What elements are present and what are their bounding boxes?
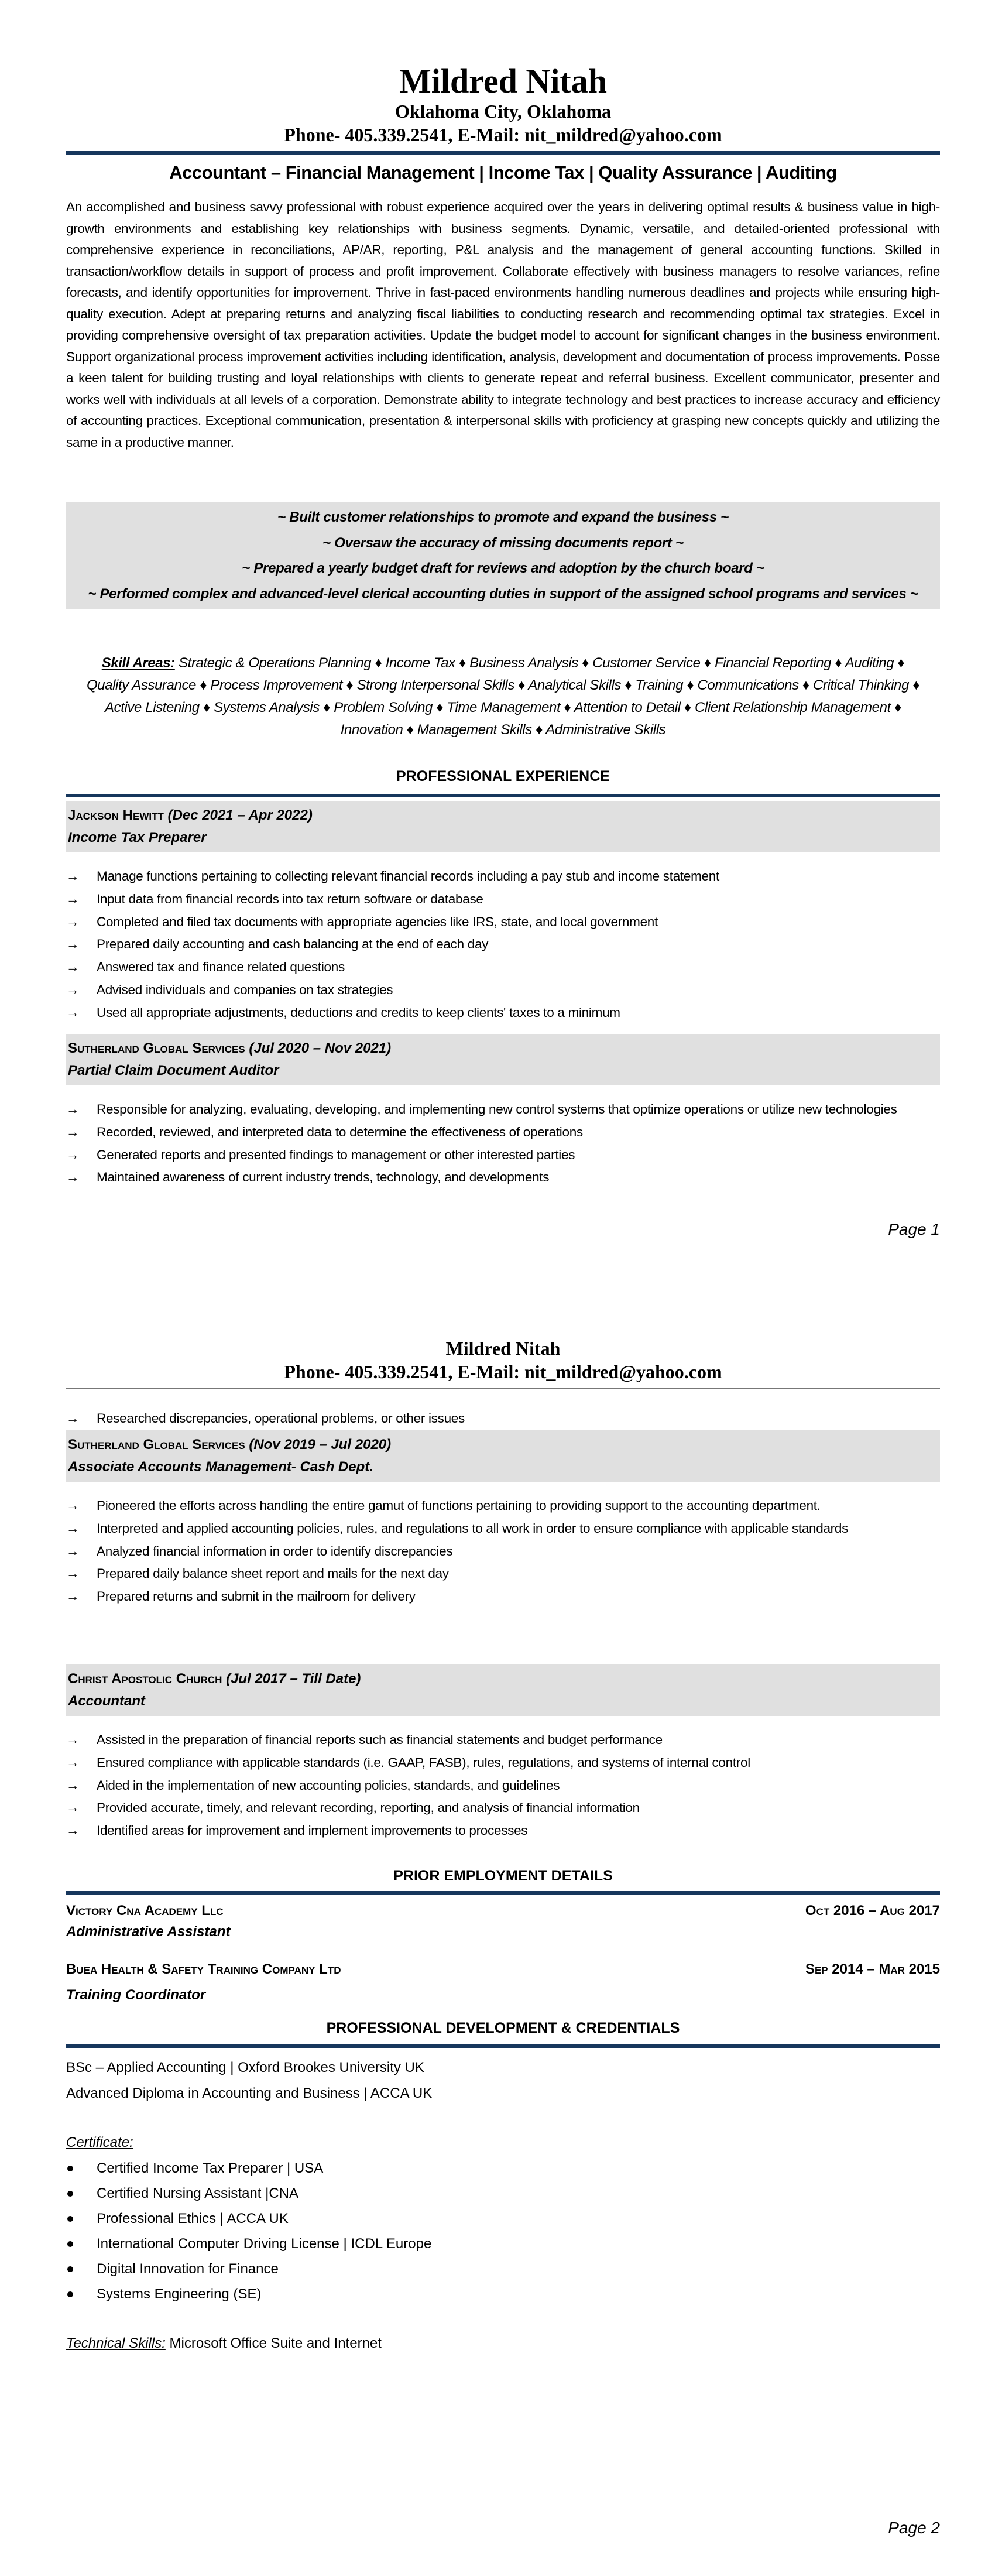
arrow-icon: → bbox=[66, 1543, 80, 1558]
list-item: → Recorded, reviewed, and interpreted data to determine the effectiveness of operations bbox=[66, 1121, 940, 1144]
list-item: → Prepared daily accounting and cash balancing at the end of each day bbox=[66, 933, 940, 956]
page-number: Page 1 bbox=[888, 1220, 940, 1238]
arrow-icon: → bbox=[66, 1170, 80, 1185]
section-heading-experience: PROFESSIONAL EXPERIENCE bbox=[396, 768, 610, 785]
job-title: Training Coordinator bbox=[66, 1987, 206, 2003]
arrow-icon: → bbox=[66, 1102, 80, 1116]
job-dates: (Jul 2017 – Till Date) bbox=[226, 1671, 361, 1687]
divider bbox=[66, 2044, 940, 2048]
degree: BSc – Applied Accounting | Oxford Brookes University UK bbox=[66, 2060, 424, 2075]
list-item: → Aided in the implementation of new accounting policies, standards, and guidelines bbox=[66, 1775, 940, 1797]
job-title: Accountant bbox=[68, 1693, 145, 1709]
achievement: ~ Prepared a yearly budget draft for reviews and adoption by the church board ~ bbox=[242, 560, 764, 576]
list-item: → Provided accurate, timely, and relevant recording, reporting, and analysis of financial information bbox=[66, 1797, 940, 1820]
arrow-icon: → bbox=[66, 1520, 80, 1536]
list-item: → Used all appropriate adjustments, deductions and credits to keep clients' taxes to a minimum bbox=[66, 1002, 940, 1025]
candidate-name: Mildred Nitah bbox=[399, 62, 607, 100]
company-name: Victory Cna Academy Llc bbox=[66, 1903, 224, 1919]
list-item: Systems Engineering (SE) bbox=[66, 2282, 940, 2307]
job-dates: (Jul 2020 – Nov 2021) bbox=[249, 1040, 392, 1056]
summary: An accomplished and business savvy professional with robust experience acquired over the years in delivering optimal results & business value in high-growth environments and establishing key relationships with business segments. Dynamic, versatile, and detailed-oriented professional with comprehensive experience in reconciliations, AP/AR, reporting, P&L analysis and the management of general accounting functions. Skilled in transaction/workflow details in support of process and profit improvement. Collaborate effectively with business managers to resolve variances, refine forecasts, and identify opportunities for improvement. Thrive in fast-paced environments handling numerous deadlines and projects while ensuring high-quality execution. Adept at preparing returns and analyzing fiscal liabilities to conducting research and recommending optimal tax strategies. Excel in providing comprehensive oversight of tax preparation activities. Update the budget model to account for significant changes in the business environment. Support organizational process improvement activities including identification, analysis, development and documentation of process improvements. Posse a keen talent for building trusting and loyal relationships with clients to generate repeat and referral business. Excellent communicator, presenter and works well with individuals at all levels of a corporation. Demonstrate ability to integrate technology and best practices to increase accuracy and efficiency of accounting practices. Exceptional communication, presentation & interpersonal skills with proficiency at grasping new concepts quickly and utilizing the same in a productive manner. bbox=[66, 200, 940, 450]
list-item: Certified Nursing Assistant |CNA bbox=[66, 2181, 940, 2206]
list-item: Professional Ethics | ACCA UK bbox=[66, 2206, 940, 2231]
list-item: → Pioneered the efforts across handling the entire gamut of functions pertaining to providing support to the accounting department. bbox=[66, 1495, 940, 1517]
arrow-icon: → bbox=[66, 960, 80, 975]
arrow-icon: → bbox=[66, 1566, 80, 1581]
arrow-icon: → bbox=[66, 1755, 80, 1770]
certificate-label: Certificate: bbox=[66, 2135, 133, 2150]
education bbox=[66, 2055, 940, 2106]
list-item: → Interpreted and applied accounting policies, rules, and regulations to all work in order to ensure compliance with applicable standards bbox=[66, 1517, 940, 1540]
prior-job bbox=[66, 1900, 940, 1943]
job-title: Partial Claim Document Auditor bbox=[68, 1063, 279, 1078]
skill-areas bbox=[66, 652, 940, 741]
arrow-icon: → bbox=[66, 1005, 80, 1020]
job-christ-apostolic-church bbox=[66, 1664, 940, 1842]
arrow-icon: → bbox=[66, 914, 80, 929]
arrow-icon: → bbox=[66, 1777, 80, 1793]
arrow-icon: → bbox=[66, 1147, 80, 1162]
candidate-name: Mildred Nitah bbox=[445, 1338, 561, 1359]
list-item: → Generated reports and presented findings to management or other interested parties bbox=[66, 1144, 940, 1167]
location: Oklahoma City, Oklahoma bbox=[395, 101, 611, 122]
list-item: → Ensured compliance with applicable standards (i.e. GAAP, FASB), rules, regulations, and systems of internal control bbox=[66, 1752, 940, 1775]
list-item: → Answered tax and finance related questions bbox=[66, 956, 940, 979]
job-title: Associate Accounts Management- Cash Dept. bbox=[68, 1459, 373, 1475]
page-number: Page 2 bbox=[888, 2519, 940, 2537]
job-sutherland-2019 bbox=[66, 1430, 940, 1608]
technical-skills-value: Microsoft Office Suite and Internet bbox=[165, 2335, 382, 2351]
job-dates: (Dec 2021 – Apr 2022) bbox=[167, 807, 313, 823]
arrow-icon: → bbox=[66, 1124, 80, 1139]
list-item: → Input data from financial records into tax return software or database bbox=[66, 888, 940, 911]
technical-skills bbox=[66, 2331, 940, 2356]
job-header bbox=[66, 1034, 940, 1085]
list-item: → Advised individuals and companies on tax strategies bbox=[66, 979, 940, 1002]
job-continued bbox=[66, 1407, 940, 1430]
skill-areas-label: Skill Areas: bbox=[101, 655, 175, 671]
arrow-icon: → bbox=[66, 1800, 80, 1815]
divider bbox=[66, 1388, 940, 1389]
job-dates: (Nov 2019 – Jul 2020) bbox=[249, 1437, 392, 1453]
arrow-icon: → bbox=[66, 869, 80, 883]
list-item: → Prepared daily balance sheet report and mails for the next day bbox=[66, 1563, 940, 1585]
company-name: Sutherland Global Services bbox=[68, 1437, 245, 1453]
list-item: Digital Innovation for Finance bbox=[66, 2256, 940, 2282]
technical-skills-label: Technical Skills: bbox=[66, 2335, 166, 2351]
job-header bbox=[66, 1664, 940, 1716]
job-dates: Oct 2016 – Aug 2017 bbox=[805, 1903, 940, 1919]
list-item: → Assisted in the preparation of financial reports such as financial statements and budget performance bbox=[66, 1729, 940, 1752]
arrow-icon: → bbox=[66, 891, 80, 906]
arrow-icon: → bbox=[66, 1823, 80, 1838]
list-item: → Maintained awareness of current industry trends, technology, and developments bbox=[66, 1166, 940, 1189]
certificate-list bbox=[66, 2156, 940, 2307]
job-sutherland-2020 bbox=[66, 1034, 940, 1189]
company-name: Buea Health & Safety Training Company Ltd bbox=[66, 1961, 341, 1977]
divider bbox=[66, 794, 940, 797]
list-item: → Analyzed financial information in order to identify discrepancies bbox=[66, 1540, 940, 1563]
list-item: → Manage functions pertaining to collecting relevant financial records including a pay stub and income statement bbox=[66, 865, 940, 888]
divider bbox=[66, 1891, 940, 1895]
list-item: International Computer Driving License | ICDL Europe bbox=[66, 2231, 940, 2256]
prior-job bbox=[66, 1959, 940, 2006]
job-title: Administrative Assistant bbox=[66, 1924, 231, 1940]
achievement: ~ Built customer relationships to promote and expand the business ~ bbox=[277, 509, 729, 525]
contact-info: Phone- 405.339.2541, E-Mail: nit_mildred@yahoo.com bbox=[284, 124, 722, 145]
degree: Advanced Diploma in Accounting and Business | ACCA UK bbox=[66, 2085, 433, 2101]
list-item: → Responsible for analyzing, evaluating, developing, and implementing new control systems that optimize operations or utilize new technologies bbox=[66, 1098, 940, 1121]
arrow-icon: → bbox=[66, 1732, 80, 1747]
company-name: Jackson Hewitt bbox=[68, 807, 164, 823]
section-heading-development: PROFESSIONAL DEVELOPMENT & CREDENTIALS bbox=[326, 2020, 680, 2036]
list-item: → Prepared returns and submit in the mailroom for delivery bbox=[66, 1585, 940, 1608]
list-item: → Completed and filed tax documents with appropriate agencies like IRS, state, and local government bbox=[66, 911, 940, 934]
arrow-icon: → bbox=[66, 1589, 80, 1604]
job-bullets bbox=[66, 1407, 940, 1430]
list-item: → Researched discrepancies, operational problems, or other issues bbox=[66, 1407, 940, 1430]
headline: Accountant – Financial Management | Income Tax | Quality Assurance | Auditing bbox=[169, 162, 837, 183]
achievement: ~ Performed complex and advanced-level clerical accounting duties in support of the assigned school programs and services ~ bbox=[88, 585, 918, 602]
company-name: Sutherland Global Services bbox=[68, 1040, 245, 1056]
job-bullets bbox=[66, 1729, 940, 1842]
job-header bbox=[66, 1430, 940, 1482]
job-bullets bbox=[66, 865, 940, 1025]
list-item: → Identified areas for improvement and implement improvements to processes bbox=[66, 1820, 940, 1842]
job-header bbox=[66, 801, 940, 852]
arrow-icon: → bbox=[66, 1411, 80, 1426]
arrow-icon: → bbox=[66, 937, 80, 952]
job-dates: Sep 2014 – Mar 2015 bbox=[805, 1961, 940, 1977]
section-heading-prior-employment: PRIOR EMPLOYMENT DETAILS bbox=[393, 1868, 613, 1884]
job-bullets bbox=[66, 1098, 940, 1189]
achievements-box bbox=[66, 502, 940, 609]
job-title: Income Tax Preparer bbox=[68, 830, 207, 845]
arrow-icon: → bbox=[66, 982, 80, 997]
list-item: Certified Income Tax Preparer | USA bbox=[66, 2156, 940, 2181]
skill-areas-list: Strategic & Operations Planning ♦ Income Tax ♦ Business Analysis ♦ Customer Service ♦ Financial Reporting ♦ Auditing ♦ Quality Assurance ♦ Process Improvement ♦ Strong Interpersonal Skills ♦ Analytical Skills ♦ Training ♦ Communications ♦ Critical Thinking ♦ Active Listening ♦ Systems Analysis ♦ Problem Solving ♦ Time Management ♦ Attention to Detail ♦ Client Relationship Management ♦ Innovation ♦ Management Skills ♦ Administrative Skills bbox=[86, 655, 920, 738]
arrow-icon: → bbox=[66, 1498, 80, 1513]
divider bbox=[66, 151, 940, 155]
job-bullets bbox=[66, 1495, 940, 1608]
achievement: ~ Oversaw the accuracy of missing documents report ~ bbox=[322, 535, 684, 551]
contact-info: Phone- 405.339.2541, E-Mail: nit_mildred@yahoo.com bbox=[284, 1361, 722, 1382]
company-name: Christ Apostolic Church bbox=[68, 1671, 222, 1687]
job-jackson-hewitt bbox=[66, 801, 940, 1025]
